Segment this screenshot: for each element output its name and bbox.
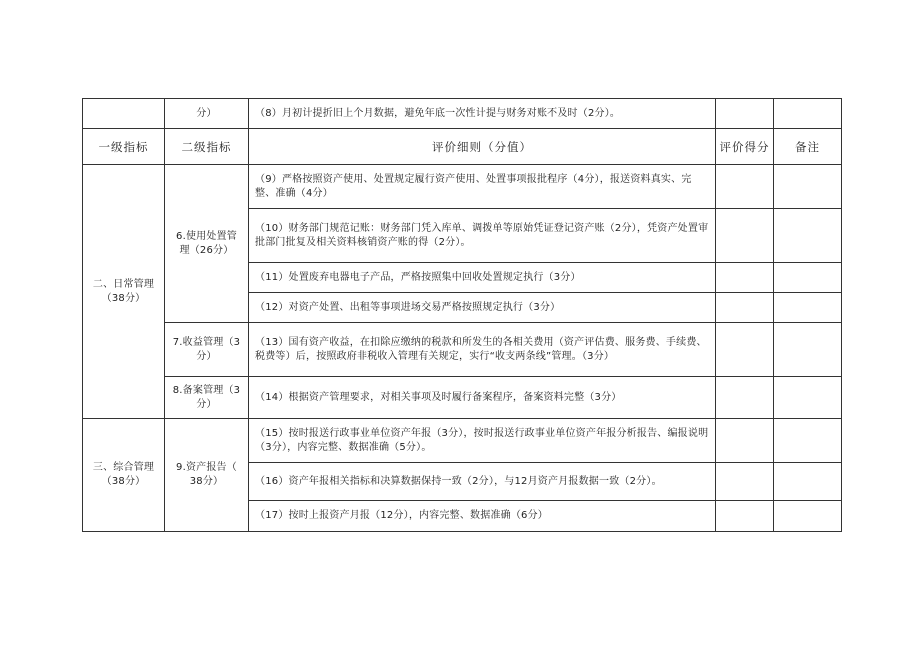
detail-cell: （14）根据资产管理要求，对相关事项及时履行备案程序，备案资料完整（3分） <box>249 377 716 419</box>
secondary-score: 理（26分） <box>179 244 234 256</box>
header-primary-indicator: 一级指标 <box>83 129 165 165</box>
remark-cell <box>774 501 842 532</box>
secondary-score: 38分） <box>189 476 224 487</box>
detail-cell: （11）处置废弃电器电子产品，严格按照集中回收处置规定执行（3分） <box>249 263 716 293</box>
primary-score: （38分） <box>101 476 146 487</box>
primary-indicator-daily-management <box>83 165 165 419</box>
header-secondary-indicator: 二级指标 <box>165 129 249 165</box>
primary-indicator-comprehensive-management <box>83 419 165 532</box>
secondary-indicator-use-disposal <box>165 165 249 323</box>
secondary-indicator-cell: 分） <box>165 99 249 129</box>
secondary-label: 6.使用处置管 <box>176 230 237 242</box>
score-cell <box>716 323 774 377</box>
score-cell <box>716 501 774 532</box>
table-row <box>83 323 842 377</box>
secondary-label: 9.资产报告（ <box>176 462 237 473</box>
remark-cell <box>774 323 842 377</box>
detail-cell: （15）按时报送行政事业单位资产年报（3分），按时报送行政事业单位资产年报分析报告、编报说明（3分），内容完整、数据准确（5分）。 <box>249 419 716 463</box>
header-score: 评价得分 <box>716 129 774 165</box>
secondary-label: 7.收益管理（3 <box>172 336 241 348</box>
remark-cell <box>774 99 842 129</box>
header-remarks: 备注 <box>774 129 842 165</box>
detail-cell: （13）国有资产收益，在扣除应缴纳的税款和所发生的各相关费用（资产评估费、服务费、手续费、税费等）后，按照政府非税收入管理有关规定，实行“收支两条线”管理。（3分） <box>249 323 716 377</box>
remark-cell <box>774 209 842 263</box>
remark-cell <box>774 419 842 463</box>
secondary-indicator-filing <box>165 377 249 419</box>
primary-label: 三、综合管理 <box>92 462 155 473</box>
detail-cell: （8）月初计提折旧上个月数据，避免年底一次性计提与财务对账不及时（2分）。 <box>249 99 716 129</box>
remark-cell <box>774 263 842 293</box>
detail-cell: （17）按时上报资产月报（12分），内容完整、数据准确（6分） <box>249 501 716 532</box>
score-cell <box>716 293 774 323</box>
remark-cell <box>774 293 842 323</box>
table-row <box>83 165 842 209</box>
evaluation-table <box>82 98 842 532</box>
detail-cell: （12）对资产处置、出租等事项进场交易严格按照规定执行（3分） <box>249 293 716 323</box>
score-cell <box>716 99 774 129</box>
remark-cell <box>774 377 842 419</box>
remark-cell <box>774 165 842 209</box>
detail-cell: （10）财务部门规范记账：财务部门凭入库单、调拨单等原始凭证登记资产账（2分），凭资产处置审批部门批复及相关资料核销资产账的得（2分）。 <box>249 209 716 263</box>
table-row <box>83 419 842 463</box>
score-cell <box>716 165 774 209</box>
table-row <box>83 99 842 129</box>
primary-score: （38分） <box>101 292 146 304</box>
secondary-score: 分） <box>196 350 217 362</box>
header-evaluation-details: 评价细则（分值） <box>249 129 716 165</box>
score-cell <box>716 463 774 501</box>
secondary-indicator-income <box>165 323 249 377</box>
secondary-score: 分） <box>196 398 217 410</box>
detail-cell: （16）资产年报相关指标和决算数据保持一致（2分），与12月资产月报数据一致（2分）。 <box>249 463 716 501</box>
table-row <box>83 377 842 419</box>
score-cell <box>716 209 774 263</box>
secondary-label: 8.备案管理（3 <box>172 384 241 396</box>
score-cell <box>716 419 774 463</box>
remark-cell <box>774 463 842 501</box>
score-cell <box>716 377 774 419</box>
primary-indicator-cell <box>83 99 165 129</box>
detail-cell: （9）严格按照资产使用、处置规定履行资产使用、处置事项报批程序（4分），报送资料真实、完整、准确（4分） <box>249 165 716 209</box>
primary-label: 二、日常管理 <box>92 278 155 290</box>
score-cell <box>716 263 774 293</box>
secondary-indicator-asset-report <box>165 419 249 532</box>
table-header-row <box>83 129 842 165</box>
